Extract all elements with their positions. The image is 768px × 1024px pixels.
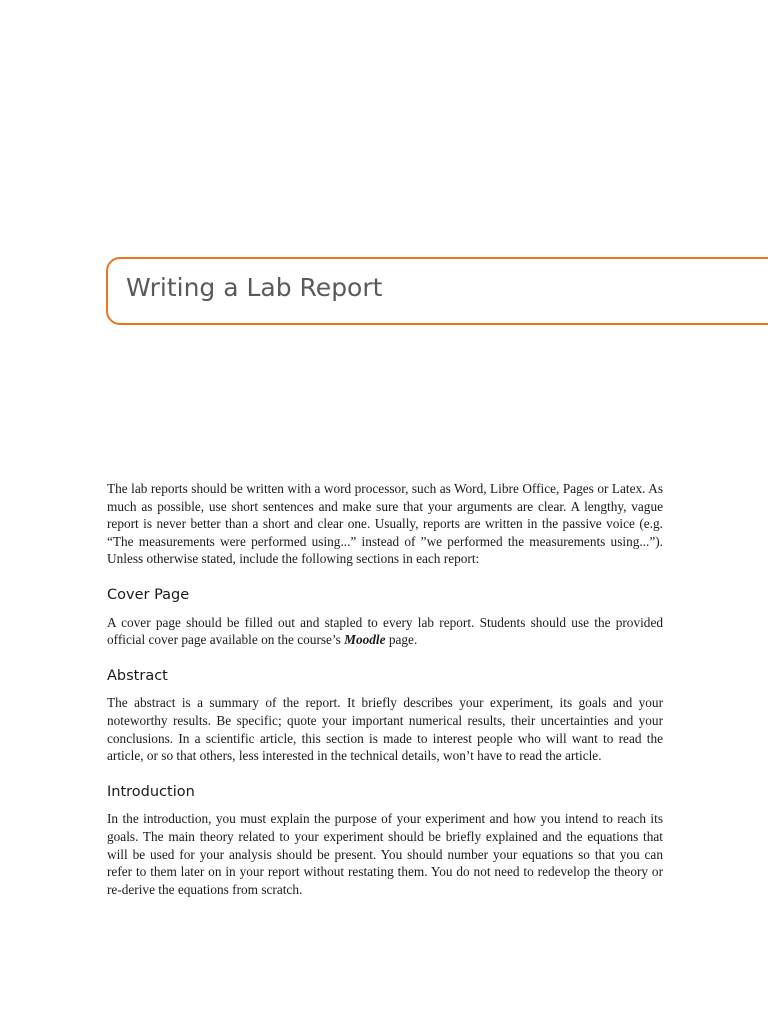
chapter-title-box <box>106 257 768 325</box>
chapter-title: Writing a Lab Report <box>126 273 383 302</box>
introduction-paragraph: In the introduction, you must explain the purpose of your experiment and how you intend to reach its goals. The main theory related to your experiment should be briefly explained and the equations that will be used for your analysis should be present. You should number your equations so that you can refer to them later on in your report without restating them. You do not need to redevelop the theory or re-derive the equations from scratch. <box>107 811 663 897</box>
cover-page-heading: Cover Page <box>107 586 190 603</box>
cover-page-text-before: A cover page should be filled out and stapled to every lab report. Students should use the provided official cover page available on the course’s <box>107 614 663 648</box>
introduction-heading: Introduction <box>107 783 195 800</box>
cover-page-paragraph <box>107 614 663 649</box>
intro-paragraph: The lab reports should be written with a word processor, such as Word, Libre Office, Pages or Latex. As much as possible, use short sentences and make sure that your arguments are clear. A lengthy, vague report is never better than a short and clear one. Usually, reports are written in the passive voice (e.g. “The measurements were performed using...” instead of ”we performed the measurements using...”). Unless otherwise stated, include the following sections in each report: <box>107 481 663 567</box>
document-body <box>107 480 663 898</box>
moodle-emphasis: Moodle <box>344 632 386 648</box>
abstract-paragraph: The abstract is a summary of the report. It briefly describes your experiment, its goals and your noteworthy results. Be specific; quote your important numerical results, their uncertainties and your conclusions. In a scientific article, this section is made to interest people who will want to read the article, or so that others, less interested in the technical details, won’t have to read the article. <box>107 695 663 764</box>
abstract-heading: Abstract <box>107 667 168 684</box>
cover-page-text-after: page. <box>385 632 418 648</box>
